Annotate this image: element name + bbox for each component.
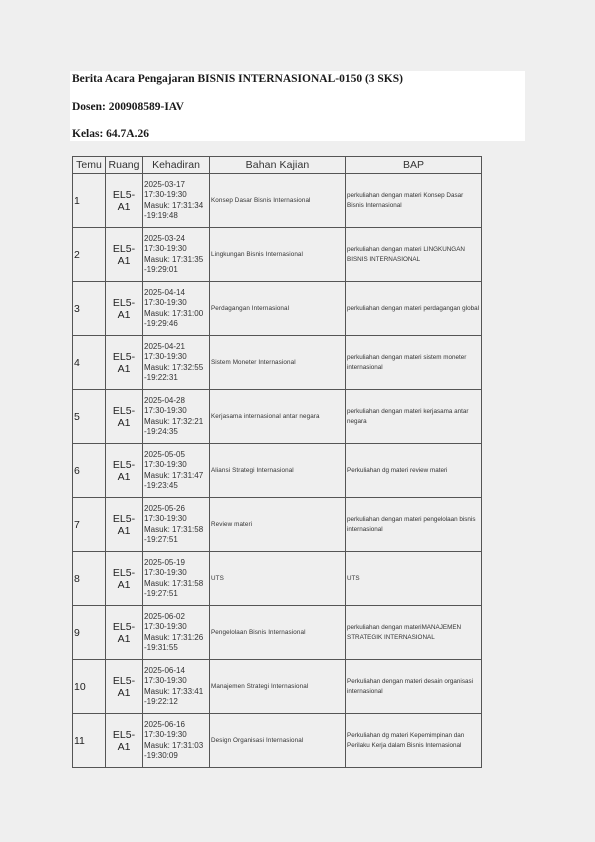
cell-bap: perkuliahan dengan materi Konsep Dasar Bisnis Internasional — [346, 174, 482, 228]
attendance-check-in: Masuk: 17:32:55 — [144, 362, 204, 372]
table-row — [73, 282, 482, 336]
cell-bap: Perkuliahan dengan materi desain organisasi internasional — [346, 660, 482, 714]
cell-bahan-kajian: Kerjasama internasional antar negara — [210, 390, 346, 444]
cell-bahan-kajian: Lingkungan Bisnis Internasional — [210, 228, 346, 282]
document-header — [70, 71, 525, 141]
table-header-row — [73, 157, 482, 174]
cell-ruang: EL5-A1 — [106, 336, 143, 390]
attendance-check-in: Masuk: 17:31:35 — [144, 254, 204, 264]
cell-kehadiran — [143, 660, 210, 714]
attendance-schedule: 17:30-19:30 — [144, 730, 187, 740]
attendance-date: 2025-04-21 — [144, 341, 185, 351]
table-row — [73, 498, 482, 552]
attendance-schedule: 17:30-19:30 — [144, 460, 187, 470]
cell-kehadiran — [143, 336, 210, 390]
cell-ruang: EL5-A1 — [106, 498, 143, 552]
table-row — [73, 606, 482, 660]
attendance-check-in: Masuk: 17:31:26 — [144, 632, 204, 642]
column-header-ruang: Ruang — [106, 157, 143, 174]
attendance-schedule: 17:30-19:30 — [144, 298, 187, 308]
teaching-record-table — [72, 156, 482, 768]
cell-temu: 3 — [73, 282, 106, 336]
lecturer-line: Dosen: 200908589-IAV — [72, 101, 184, 113]
attendance-schedule: 17:30-19:30 — [144, 622, 187, 632]
cell-kehadiran — [143, 552, 210, 606]
attendance-schedule: 17:30-19:30 — [144, 244, 187, 254]
attendance-check-in: Masuk: 17:31:58 — [144, 578, 204, 588]
attendance-schedule: 17:30-19:30 — [144, 568, 187, 578]
attendance-check-in: Masuk: 17:32:21 — [144, 416, 204, 426]
cell-kehadiran — [143, 390, 210, 444]
cell-ruang: EL5-A1 — [106, 660, 143, 714]
attendance-check-out: -19:29:46 — [144, 318, 178, 328]
attendance-date: 2025-04-28 — [144, 395, 185, 405]
table-row — [73, 714, 482, 768]
cell-ruang: EL5-A1 — [106, 174, 143, 228]
attendance-check-out: -19:22:12 — [144, 696, 178, 706]
attendance-check-out: -19:27:51 — [144, 588, 178, 598]
column-header-bap: BAP — [346, 157, 482, 174]
attendance-schedule: 17:30-19:30 — [144, 676, 187, 686]
cell-bahan-kajian: UTS — [210, 552, 346, 606]
cell-temu: 9 — [73, 606, 106, 660]
attendance-check-out: -19:19:48 — [144, 210, 178, 220]
attendance-check-in: Masuk: 17:33:41 — [144, 686, 204, 696]
cell-bap: perkuliahan dengan materi LINGKUNGAN BISNIS INTERNASIONAL — [346, 228, 482, 282]
cell-bahan-kajian: Manajemen Strategi Internasional — [210, 660, 346, 714]
cell-temu: 2 — [73, 228, 106, 282]
cell-bap: perkuliahan dengan materiMANAJEMEN STRATEGIK INTERNASIONAL — [346, 606, 482, 660]
cell-temu: 5 — [73, 390, 106, 444]
attendance-check-out: -19:24:35 — [144, 426, 178, 436]
attendance-check-in: Masuk: 17:31:34 — [144, 200, 204, 210]
cell-bahan-kajian: Konsep Dasar Bisnis Internasional — [210, 174, 346, 228]
cell-kehadiran — [143, 282, 210, 336]
column-header-kehadiran: Kehadiran — [143, 157, 210, 174]
table-row — [73, 660, 482, 714]
cell-temu: 10 — [73, 660, 106, 714]
attendance-check-in: Masuk: 17:31:03 — [144, 740, 204, 750]
cell-ruang: EL5-A1 — [106, 390, 143, 444]
cell-ruang: EL5-A1 — [106, 606, 143, 660]
cell-kehadiran — [143, 714, 210, 768]
document-title: Berita Acara Pengajaran BISNIS INTERNASIONAL-0150 (3 SKS) — [72, 73, 403, 85]
table-row — [73, 390, 482, 444]
cell-kehadiran — [143, 228, 210, 282]
attendance-schedule: 17:30-19:30 — [144, 352, 187, 362]
attendance-check-in: Masuk: 17:31:58 — [144, 524, 204, 534]
attendance-date: 2025-06-16 — [144, 719, 185, 729]
attendance-check-out: -19:23:45 — [144, 480, 178, 490]
attendance-check-out: -19:22:31 — [144, 372, 178, 382]
cell-temu: 1 — [73, 174, 106, 228]
cell-kehadiran — [143, 606, 210, 660]
cell-bahan-kajian: Aliansi Strategi Internasional — [210, 444, 346, 498]
attendance-check-out: -19:31:55 — [144, 642, 178, 652]
cell-ruang: EL5-A1 — [106, 282, 143, 336]
attendance-date: 2025-03-24 — [144, 233, 185, 243]
attendance-date: 2025-05-19 — [144, 557, 185, 567]
class-line: Kelas: 64.7A.26 — [72, 128, 149, 140]
attendance-schedule: 17:30-19:30 — [144, 406, 187, 416]
cell-kehadiran — [143, 444, 210, 498]
cell-bap: UTS — [346, 552, 482, 606]
cell-temu: 7 — [73, 498, 106, 552]
cell-temu: 11 — [73, 714, 106, 768]
cell-temu: 4 — [73, 336, 106, 390]
attendance-schedule: 17:30-19:30 — [144, 514, 187, 524]
table-row — [73, 174, 482, 228]
cell-bahan-kajian: Perdagangan Internasional — [210, 282, 346, 336]
attendance-date: 2025-06-02 — [144, 611, 185, 621]
attendance-check-out: -19:27:51 — [144, 534, 178, 544]
cell-ruang: EL5-A1 — [106, 444, 143, 498]
cell-bap: perkuliahan dengan materi perdagangan global — [346, 282, 482, 336]
cell-ruang: EL5-A1 — [106, 552, 143, 606]
cell-bap: Perkuliahan dg materi review materi — [346, 444, 482, 498]
cell-ruang: EL5-A1 — [106, 714, 143, 768]
cell-temu: 6 — [73, 444, 106, 498]
attendance-check-in: Masuk: 17:31:00 — [144, 308, 204, 318]
cell-temu: 8 — [73, 552, 106, 606]
cell-bahan-kajian: Pengelolaan Bisnis Internasional — [210, 606, 346, 660]
table-row — [73, 228, 482, 282]
cell-kehadiran — [143, 498, 210, 552]
attendance-date: 2025-05-26 — [144, 503, 185, 513]
column-header-bahan-kajian: Bahan Kajian — [210, 157, 346, 174]
column-header-temu: Temu — [73, 157, 106, 174]
attendance-check-out: -19:29:01 — [144, 264, 178, 274]
attendance-schedule: 17:30-19:30 — [144, 190, 187, 200]
cell-bahan-kajian: Review materi — [210, 498, 346, 552]
attendance-check-in: Masuk: 17:31:47 — [144, 470, 204, 480]
attendance-check-out: -19:30:09 — [144, 750, 178, 760]
attendance-date: 2025-03-17 — [144, 179, 185, 189]
cell-bap: perkuliahan dengan materi pengelolaan bisnis internasional — [346, 498, 482, 552]
table-row — [73, 444, 482, 498]
attendance-date: 2025-04-14 — [144, 287, 185, 297]
attendance-date: 2025-05-05 — [144, 449, 185, 459]
cell-kehadiran — [143, 174, 210, 228]
table-row — [73, 552, 482, 606]
table-row — [73, 336, 482, 390]
cell-bap: perkuliahan dengan materi kerjasama antar negara — [346, 390, 482, 444]
cell-bahan-kajian: Sistem Moneter Internasional — [210, 336, 346, 390]
cell-ruang: EL5-A1 — [106, 228, 143, 282]
cell-bap: Perkuliahan dg materi Kepemimpinan dan Perilaku Kerja dalam Bisnis Internasional — [346, 714, 482, 768]
cell-bahan-kajian: Design Organisasi Internasional — [210, 714, 346, 768]
attendance-date: 2025-06-14 — [144, 665, 185, 675]
cell-bap: perkuliahan dengan materi sistem moneter internasional — [346, 336, 482, 390]
